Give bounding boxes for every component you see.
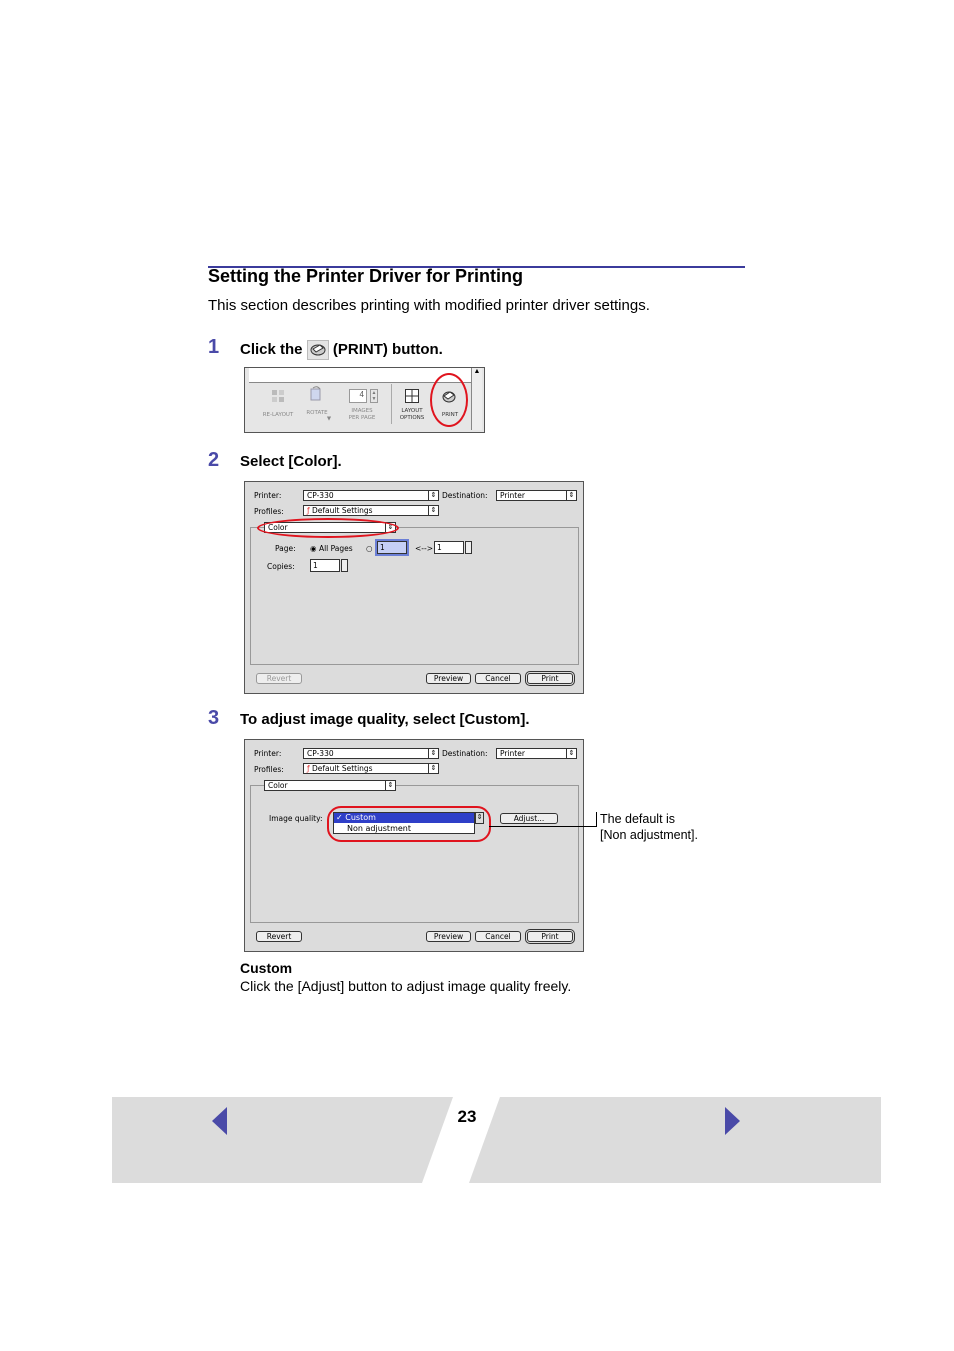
custom-note-text: Click the [Adjust] button to adjust image quality freely. [240,978,572,994]
copies-field[interactable]: 1 [310,559,340,572]
range-radio-icon[interactable]: ○ [366,544,373,553]
printer-value: CP-330 [307,749,334,758]
to-stepper[interactable] [465,541,472,554]
print-highlight-oval [430,373,468,427]
iq-option-custom[interactable]: ✓ Custom [334,813,474,823]
images-per-page-label [339,408,385,422]
print-button[interactable]: Print [527,673,573,684]
profiles-popup[interactable] [303,505,439,516]
popup-arrow-icon: ⇕ [566,749,576,758]
layout-label-line1: LAYOUT [401,408,423,414]
page-label: Page: [275,544,296,553]
callout-line2: [Non adjustment]. [600,828,698,842]
layout-label-line2: OPTIONS [399,415,425,421]
images-per-page-field[interactable]: 4 [349,389,367,403]
to-field[interactable]: 1 [434,541,464,554]
previous-page-icon[interactable] [210,1105,230,1137]
radio-selected-icon[interactable]: ◉ [310,544,317,553]
relayout-label: RE-LAYOUT [262,412,294,418]
step-3-number: 3 [208,707,220,729]
step-1-text [240,340,443,360]
preview-button[interactable]: Preview [426,673,471,684]
image-quality-label: Image quality: [269,814,323,823]
next-page-icon[interactable] [722,1105,742,1137]
step-1-number: 1 [208,336,220,358]
print-dialog-image-quality [244,739,584,952]
copies-stepper[interactable] [341,559,348,572]
print-icon-inline [307,340,329,360]
step-1-text-before: Click the [240,341,303,358]
panel-popup[interactable] [264,780,396,791]
profiles-label: Profiles: [254,765,284,774]
popup-arrow-icon: ⇕ [385,781,395,790]
iq-custom-label: Custom [345,813,376,822]
callout-line-vertical [596,812,597,827]
destination-label: Destination: [442,491,488,500]
destination-label: Destination: [442,749,488,758]
profiles-value: Default Settings [312,506,373,515]
cancel-button[interactable]: Cancel [475,931,521,942]
toolbar-scrollbar[interactable] [471,368,482,430]
adjust-button[interactable]: Adjust... [500,813,558,824]
cancel-button[interactable]: Cancel [475,673,521,684]
color-highlight-oval [257,518,399,538]
callout-text [600,811,698,843]
relayout-icon[interactable] [271,388,285,404]
layout-options-icon[interactable] [405,389,419,403]
destination-popup[interactable] [496,490,577,501]
custom-note-title: Custom [240,960,293,976]
images-label-line1: IMAGES [351,408,373,414]
popup-arrow-icon: ⇕ [428,764,438,773]
destination-value: Printer [500,491,525,500]
popup-arrow-icon: ⇕ [566,491,576,500]
callout-line1: The default is [600,812,676,826]
callout-line [489,826,596,827]
page-number: 23 [457,1107,477,1126]
profiles-label: Profiles: [254,507,284,516]
panel-value: Color [268,523,288,532]
rotate-dropdown-icon[interactable]: ▼ [326,416,332,422]
rotate-icon[interactable] [309,386,323,402]
popup-arrow-icon: ⇕ [385,523,395,532]
all-pages-label: All Pages [318,544,353,553]
images-label-line2: PER PAGE [348,415,376,421]
profiles-popup[interactable] [303,763,439,774]
layout-options-label [391,408,433,422]
from-field[interactable]: 1 [377,541,407,554]
section-title: Setting the Printer Driver for Printing [208,266,524,286]
image-quality-arrow-icon[interactable]: ⇕ [475,812,484,824]
scroll-up-icon[interactable]: ▲ [473,368,481,375]
printer-popup[interactable] [303,748,439,759]
popup-arrow-icon: ⇕ [428,749,438,758]
panel-value: Color [268,781,288,790]
images-per-page-stepper[interactable]: ▲ ▼ [371,390,377,402]
popup-arrow-icon: ⇕ [428,506,438,515]
step-3-text: To adjust image quality, select [Custom]. [240,711,530,728]
range-separator: <--> [415,544,433,553]
step-2-number: 2 [208,449,220,471]
rotate-label: ROTATE [306,410,328,416]
print-label: PRINT [441,412,459,418]
printer-label: Printer: [254,749,282,758]
revert-button[interactable]: Revert [256,673,302,684]
profiles-value: Default Settings [312,764,373,773]
profile-icon: ƒ [307,506,310,515]
print-dialog-color [244,481,584,694]
preview-button[interactable]: Preview [426,931,471,942]
destination-value: Printer [500,749,525,758]
revert-button[interactable]: Revert [256,931,302,942]
printer-popup[interactable] [303,490,439,501]
popup-arrow-icon: ⇕ [428,491,438,500]
copies-label: Copies: [267,562,295,571]
profile-icon: ƒ [307,764,310,773]
image-quality-highlight [327,806,491,842]
printer-value: CP-330 [307,491,334,500]
step-2-text: Select [Color]. [240,453,342,470]
step-1-text-after: (PRINT) button. [332,341,443,358]
all-pages-radio[interactable] [310,544,353,553]
iq-option-non-adjustment[interactable]: Non adjustment [347,824,411,833]
destination-popup[interactable] [496,748,577,759]
printer-label: Printer: [254,491,282,500]
section-description: This section describes printing with modified printer driver settings. [208,297,650,314]
print-button[interactable]: Print [527,931,573,942]
